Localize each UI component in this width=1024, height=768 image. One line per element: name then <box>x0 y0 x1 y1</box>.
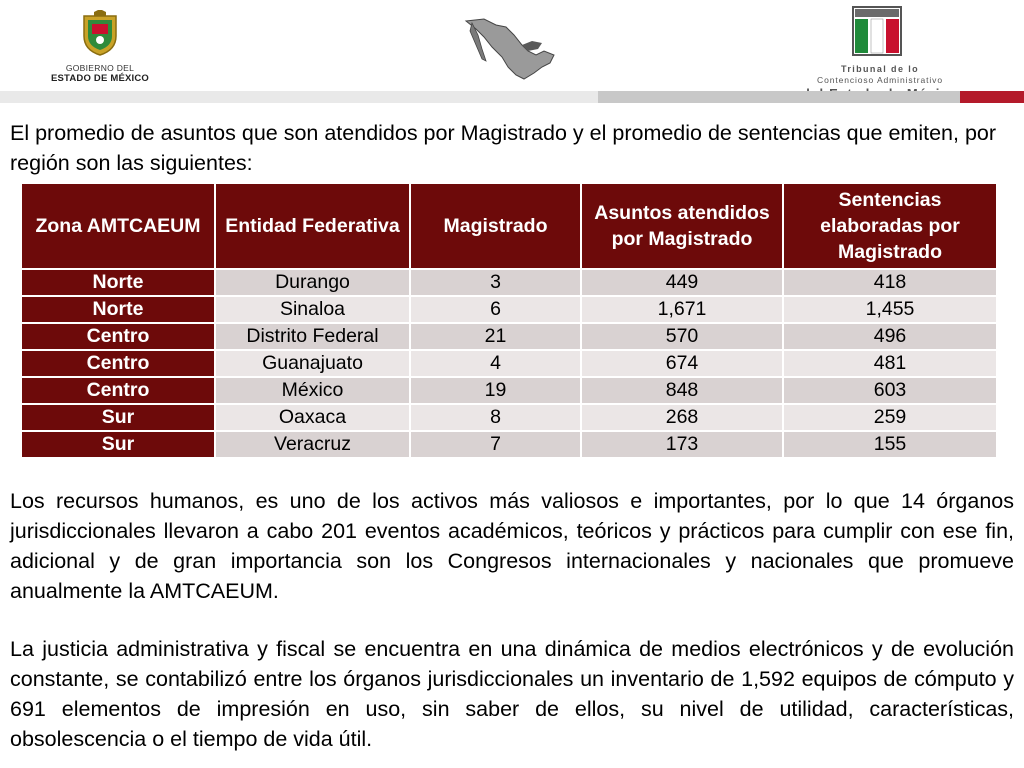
cell-zona: Sur <box>21 404 215 431</box>
paragraph-electronic-media: La justicia administrativa y fiscal se encuentra en una dinámica de medios electrónicos y de evolución constante, se contabilizó entre los órganos jurisdiccionales un inventario de 1,592 equipos de cómputo y 691 elementos de impresión en uso, sin saber de ellos, su nivel de utilidad, características, obsolescencia o el tiempo de vida útil. <box>10 637 1014 751</box>
cell-sentencias: 481 <box>783 350 997 377</box>
gov-logo-line2: ESTADO DE MÉXICO <box>50 73 150 84</box>
cell-zona: Centro <box>21 377 215 404</box>
table-row <box>21 323 997 350</box>
table-header-row <box>21 183 997 269</box>
cell-entidad: Veracruz <box>215 431 410 458</box>
coat-of-arms-icon <box>80 10 120 56</box>
cell-asuntos: 1,671 <box>581 296 783 323</box>
cell-entidad: Sinaloa <box>215 296 410 323</box>
gov-logo-line1: GOBIERNO DEL <box>65 63 135 73</box>
intro-text: El promedio de asuntos que son atendidos por Magistrado y el promedio de sentencias que emiten, por región son las siguientes: <box>10 121 997 175</box>
tribunal-line2: Contencioso Administrativo <box>817 75 943 85</box>
header-entidad: Entidad Federativa <box>215 183 410 269</box>
cell-sentencias: 603 <box>783 377 997 404</box>
cell-magistrado: 3 <box>410 269 581 296</box>
mexico-map-icon <box>462 15 560 85</box>
cell-sentencias: 418 <box>783 269 997 296</box>
cell-entidad: Distrito Federal <box>215 323 410 350</box>
table-row <box>21 296 997 323</box>
header-divider-bar <box>0 91 1024 103</box>
cell-zona: Centro <box>21 350 215 377</box>
header-sentencias: Sentencias elaboradas por Magistrado <box>783 183 997 269</box>
table-row <box>21 431 997 458</box>
cell-sentencias: 496 <box>783 323 997 350</box>
table-row <box>21 377 997 404</box>
paragraph-human-resources: Los recursos humanos, es uno de los activos más valiosos e importantes, por lo que 14 órganos jurisdiccionales llevaron a cabo 201 eventos académicos, teóricos y prácticos para cumplir con ese fin, adicional y de gran importancia son los Congresos internacionales y nacionales que promueve anualmente la AMTCAEUM. <box>10 489 1014 603</box>
cell-asuntos: 449 <box>581 269 783 296</box>
cell-magistrado: 7 <box>410 431 581 458</box>
cell-zona: Norte <box>21 296 215 323</box>
cell-zona: Centro <box>21 323 215 350</box>
header-asuntos: Asuntos atendidos por Magistrado <box>581 183 783 269</box>
cell-asuntos: 848 <box>581 377 783 404</box>
cell-asuntos: 570 <box>581 323 783 350</box>
gobierno-estado-mexico-logo <box>40 10 160 84</box>
table-row <box>21 404 997 431</box>
cell-entidad: Oaxaca <box>215 404 410 431</box>
header-magistrado: Magistrado <box>410 183 581 269</box>
cell-entidad: México <box>215 377 410 404</box>
tribunal-line1: Tribunal de lo <box>840 64 920 74</box>
header-bar-mid <box>598 91 960 103</box>
cell-magistrado: 21 <box>410 323 581 350</box>
header-bar-light <box>0 91 598 103</box>
cell-zona: Norte <box>21 269 215 296</box>
cell-magistrado: 19 <box>410 377 581 404</box>
cell-sentencias: 1,455 <box>783 296 997 323</box>
cell-entidad: Guanajuato <box>215 350 410 377</box>
cell-asuntos: 268 <box>581 404 783 431</box>
cell-asuntos: 173 <box>581 431 783 458</box>
header-bar-accent <box>960 91 1024 103</box>
table-row <box>21 350 997 377</box>
cell-magistrado: 8 <box>410 404 581 431</box>
cell-magistrado: 6 <box>410 296 581 323</box>
tribunal-logo-icon <box>851 5 903 57</box>
cell-sentencias: 155 <box>783 431 997 458</box>
cell-asuntos: 674 <box>581 350 783 377</box>
table-row <box>21 269 997 296</box>
cell-sentencias: 259 <box>783 404 997 431</box>
cell-magistrado: 4 <box>410 350 581 377</box>
cell-entidad: Durango <box>215 269 410 296</box>
cell-zona: Sur <box>21 431 215 458</box>
header-zona: Zona AMTCAEUM <box>21 183 215 269</box>
magistrate-stats-table <box>20 182 998 459</box>
